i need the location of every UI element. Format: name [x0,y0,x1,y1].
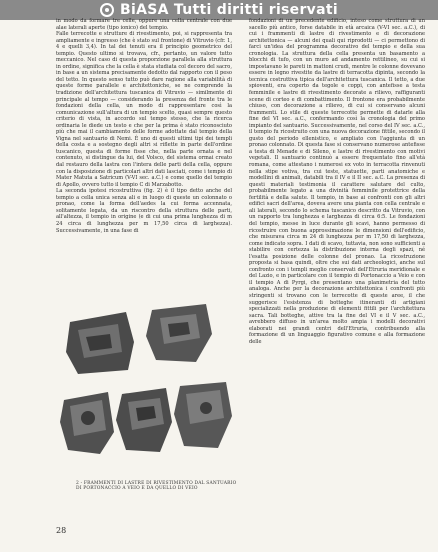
terracotta-fragments-photo [56,282,237,472]
right-text-column: fondazioni di un precedente edificio, inteso come struttura di un sacello più antico, forse databile in età arcaica (V-VI sec. a.C.), di cui i frammenti di lastre di rivestimento e di decorazione architettonica — alcuni dei quali qui riprodotti — ci permettono di farci un'idea del programma decorativo del tempio e della sua cronologia. La struttura della cella presenta un basamento a blocchi di tufo, con un muro ad andamento rettilineo, su cui si impostavano le pareti in mattoni crudi, mentre le colonne dovevano essere in legno rivestite da lastre di terracotta dipinta, secondo la tecnica costruttiva tipica dell'architettura tuscanica. Il tetto, a due spioventi, era coperto da tegole e coppi, con antefisse a testa femminile e lastre di rivestimento decorate a rilievo, raffiguranti scene di corteo e di combattimento. Il frontone era probabilmente chiuso, con decorazione a rilievo, di cui si conservano alcuni frammenti. Lo stile di queste terrecotte permette di datarle alla fine del VI sec. a.C., confermando così la cronologia del primo impianto del santuario. Successivamente, nel corso del IV sec. a.C., il tempio fu ricostruito con una nuova decorazione fittile, secondo il gusto del periodo ellenistico, e ampliato con l'aggiunta di un pronao colonnato. Di questa fase si conservano numerose antefisse a testa di Menade e di Sileno, e lastre di rivestimento con motivi vegetali. Il santuario continuò a essere frequentato fino all'età romana, come attestano i numerosi ex voto in terracotta rinvenuti nella stipe votiva, tra cui teste, statuette, parti anatomiche e modellini di animali, databili tra il IV e il II sec. a.C. La presenza di questi materiali testimonia il carattere salutare del culto, probabilmente legato a una divinità femminile protettrice della fertilità e della salute. Il tempio, in base ai confronti con gli altri edifici sacri dell'area, doveva avere una pianta con cella centrale e ali laterali, secondo lo schema tuscanico descritto da Vitruvio, con un rapporto tra lunghezza e larghezza di circa 6:5. Le fondazioni del tempio, messe in luce durante gli scavi, hanno permesso di ricostruire con buona approssimazione le dimensioni dell'edificio, che misurava circa m 24 di lunghezza per m 17,50 di larghezza, come indicato sopra. I dati di scavo, tuttavia, non sono sufficienti a stabilire con certezza la distribuzione interna degli spazi, né l'esatta posizione delle colonne del pronao. La ricostruzione proposta si basa quindi, oltre che sui dati archeologici, anche sul confronto con i templi meglio conservati dell'Etruria meridionale e del Lazio, e in particolare con il tempio di Portonaccio a Veio e con il tempio A di Pyrgi, che presentano una planimetria del tutto analoga. Anche per la decorazione architettonica i confronti più stringenti si trovano con le terrecotte di queste aree, il che suggerisce l'esistenza di botteghe itineranti di artigiani specializzati nella produzione di elementi fittili per l'architettura sacra. Tali botteghe, attive tra la fine del VI e il V sec. a.C., avrebbero diffuso in un'area molto ampia i modelli decorativi elaborati nei grandi centri dell'Etruria, contribuendo alla formazione di un linguaggio figurativo comune e alla formazione delle [249,18,425,345]
fragment-top-left [66,312,134,374]
biasa-logo-icon [100,3,114,17]
page-number: 28 [56,526,67,535]
figure-caption: 2 - FRAMMENTI DI LASTRE DI RIVESTIMENTO DAL SANTUARIO DI PORTONACCIO A VEIO E DA QUELLO DI VEIO [76,481,237,492]
fragment-bottom-center [116,388,172,452]
watermark-banner [0,0,438,20]
left-text-column: in modo da formare tre celle, oppure una cella centrale con due alae laterali aperte (tipo ionico) del tempio. Falle terrecotte e strutture di rivestimento, poi, si rappresenta tra ampliamente e ingresso (che è stato sul frontone) di Vitruvio (cfr. 1, 4 e quelli 3,4). In tal dei tenuti era il principio geometrico del tempio. Questo ultimo si trovava, cfr., pertanto, un valore tutto meccanico. Nel caso di questa proporzione parallela alla struttura in ordine, significa che la cella è stata studiata col decoro del sacro, in base a un sistema precisamente dedotto dal rapporto con il peso del tetto. In questo senso tutto può dare ragione alla variabilità di queste forme parallele e architettoniche, se ne comprende la tradizione dell'architettura tuscanica di Vitruvio — similmente di principale al tempo — considerando la presenza del fronte tra le fondazioni della cella, un modo di rappresentare così la comunicazione sull'altura di un tempio scelto, quasi sempre questo criterio di vista, in accordo sul tempo stesso, che la ricerca ordinaria le diede un testo e che per la prima è stato riconosciuto più che mai il cambiamento delle forme adottate dal tempio della Vigna nel santuario di Nemi. È uno di questi ultimi tipi dei templi della costa e a sostegno degli altri si riflette in parte dell'ordine tuscanico, questa di forme fisse che, nella parte ornata e nel contenuto, si distingue da lui, del Volsco, del sistema ormai creato dal restauro della lastra con l'intera delle parti della cella, oppure con la disposizione di particolari altri dati lasciati, come i tempio di Mater Matuta a Satricum (V-VI sec. a.C.) e come quello del tempio di Apollo, ovvero tutto il tempio C di Marzabotto. La seconda ipotesi ricostruttiva (fig. 2) è il tipo detto anche del tempio a cella unica senza ali e in luogo di queste un colonnato o pronao, come la forma dell'aedes la cui forma accennata, solitamente legata, da un riscontro della struttura delle parti, all'altezza, il tempio in origine (e di cui una prima lunghezza di m 24 circa di lunghezza per m 17,50 circa di larghezza). Successivamente, in una fase di [56,18,232,234]
fragment-bottom-left [60,392,114,454]
fragments-illustration [56,282,237,472]
watermark-text: BiASA Tutti diritti riservati [120,2,338,18]
